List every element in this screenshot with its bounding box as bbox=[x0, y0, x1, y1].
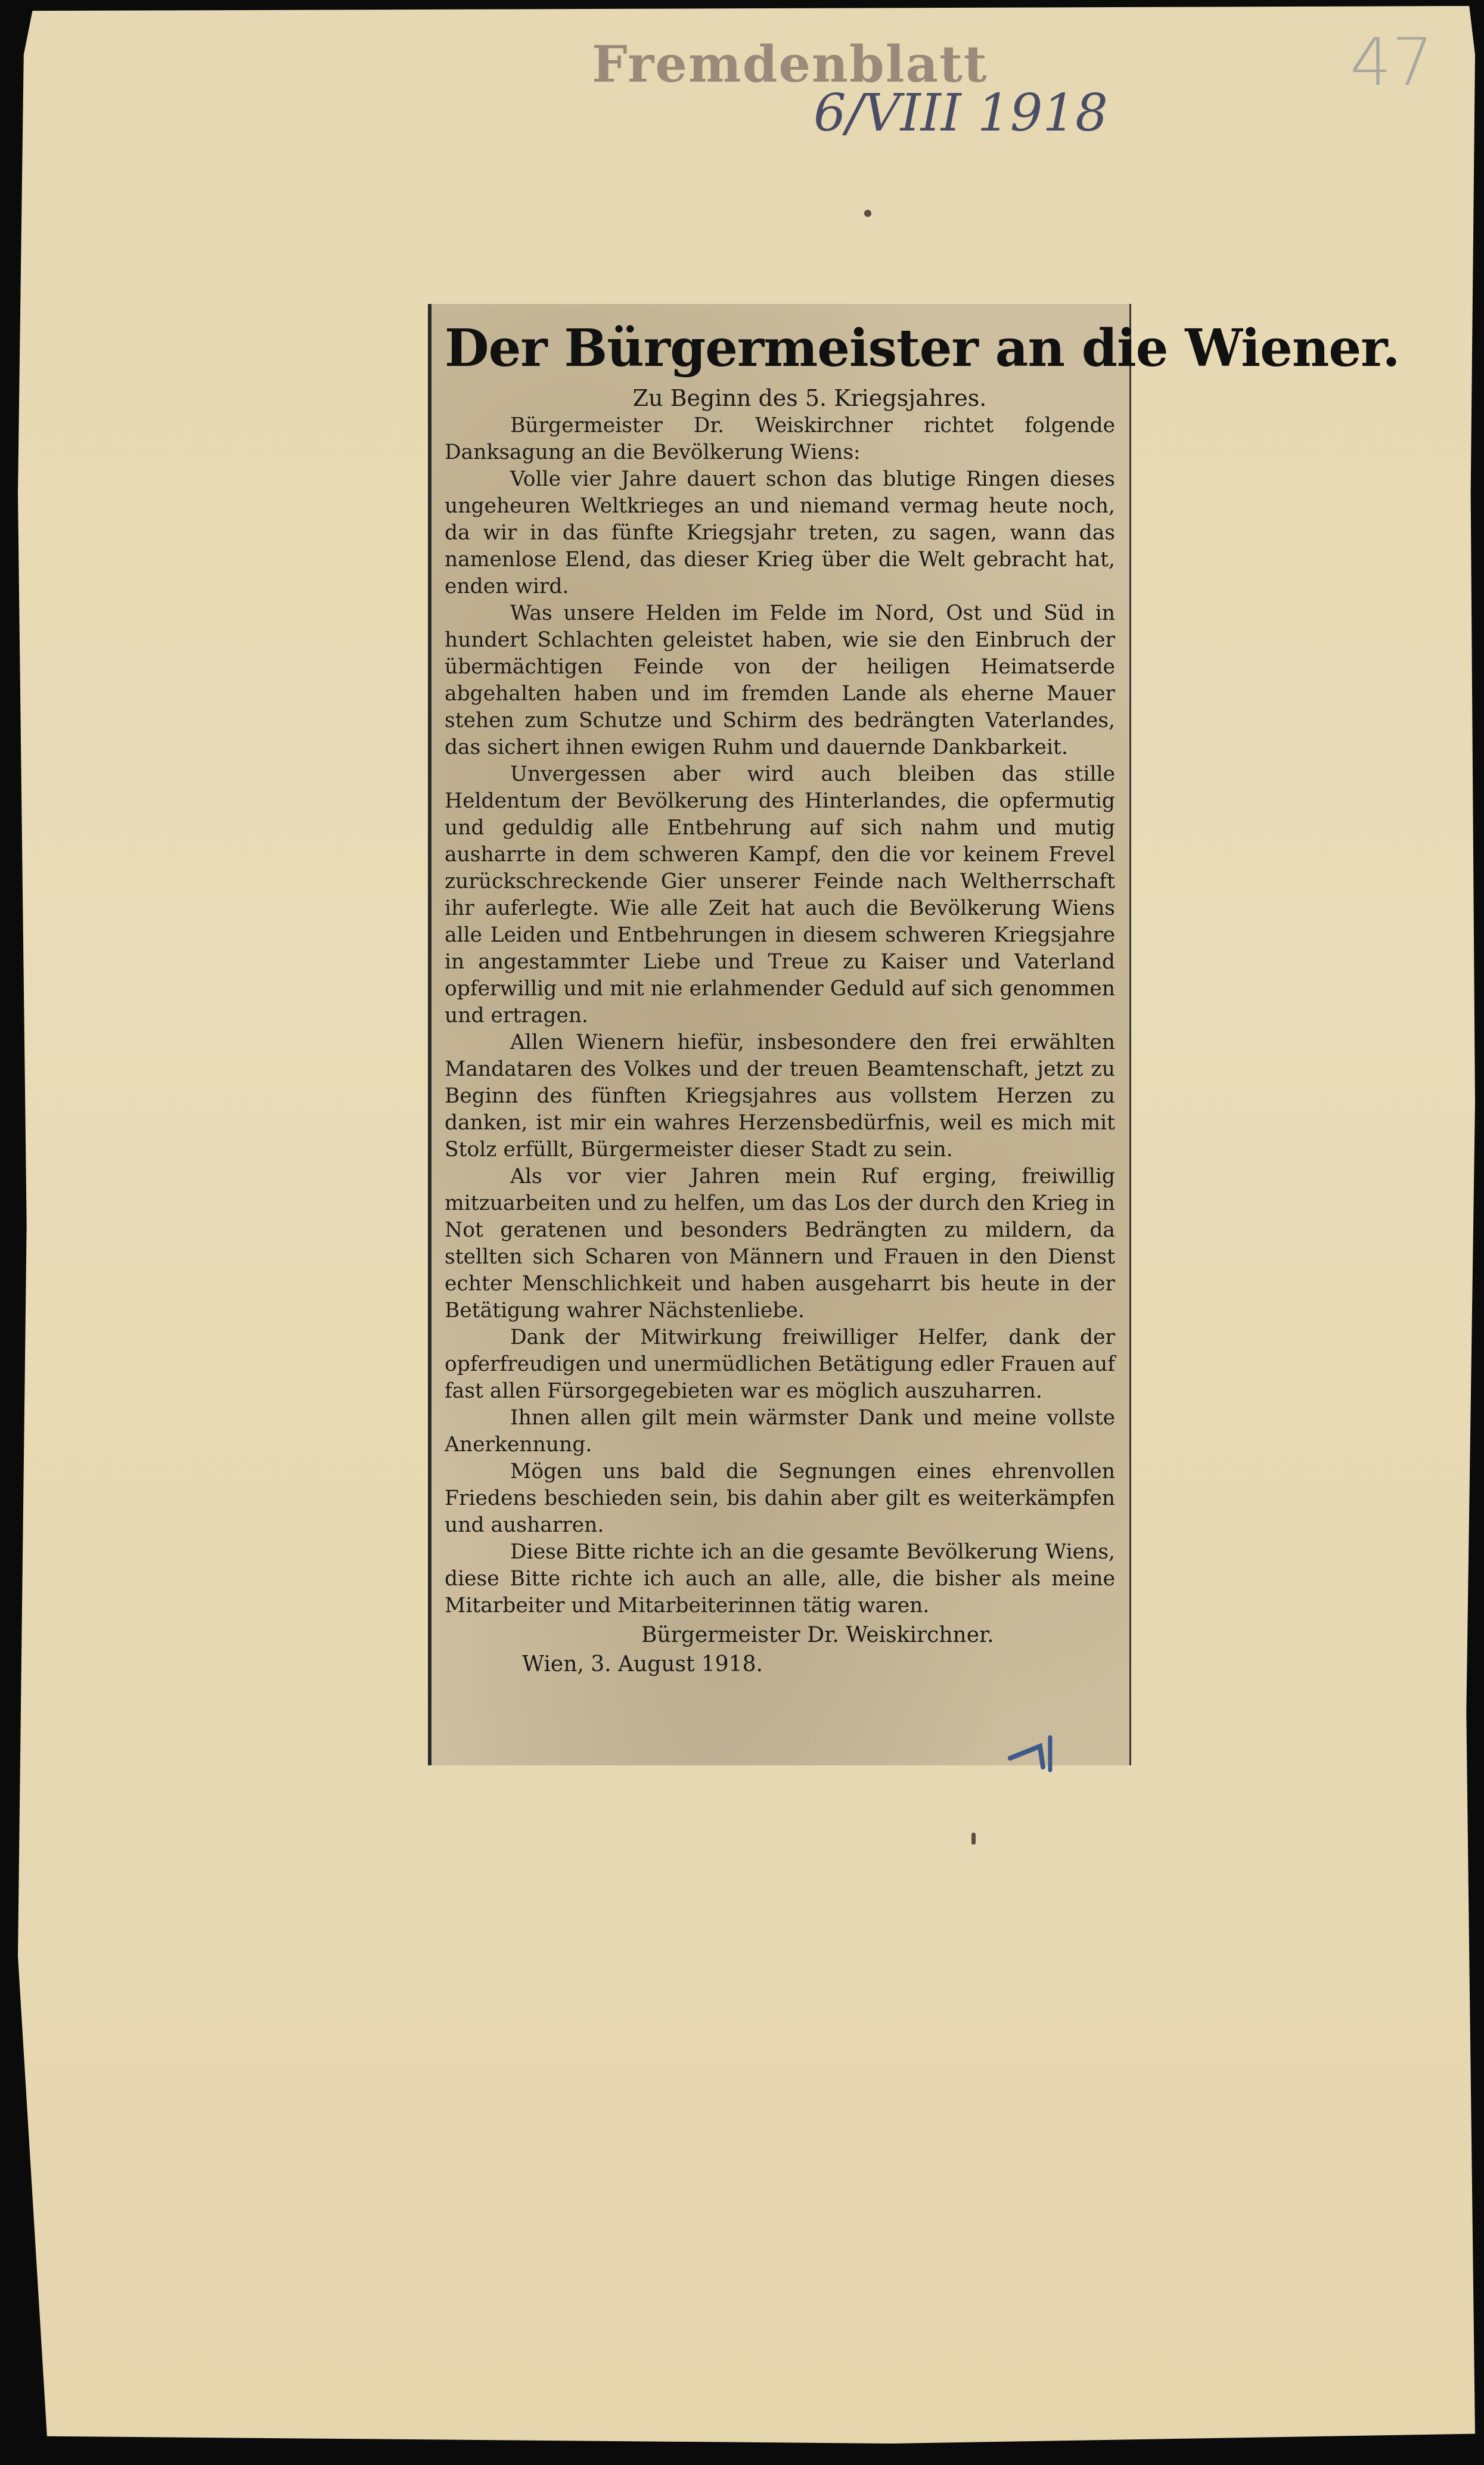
article-paragraph: Allen Wienern hiefür, insbesondere den frei erwählten Mandataren des Volkes und der treuen Beamtenschaft, jetzt zu Beginn des fünften Kriegsjahres aus vollstem Herzen zu danken, ist mir ein wahres Herzensbedürfnis, weil es mich mit Stolz erfüllt, Bürgermeister dieser Stadt zu sein. bbox=[445, 1030, 1115, 1162]
article-paragraph: Volle vier Jahre dauert schon das blutige Ringen dieses ungeheuren Weltkrieges an und niemand vermag heute noch, da wir in das fünfte Kriegsjahr treten, zu sagen, wann das namenlose Elend, das dieser Krieg über die Welt gebracht hat, enden wird. bbox=[445, 467, 1115, 598]
page-number: 47 bbox=[1350, 24, 1433, 100]
article-signature: Bürgermeister Dr. Weiskirchner. bbox=[641, 1623, 994, 1647]
ink-speck bbox=[864, 210, 871, 217]
article-paragraph: Mögen uns bald die Segnungen eines ehrenvollen Friedens beschieden sein, bis dahin aber gilt es weiterkämpfen und ausharren. bbox=[445, 1460, 1115, 1537]
article-paragraph: Was unsere Helden im Felde im Nord, Ost und Süd in hundert Schlachten geleistet haben, wie sie den Einbruch der übermächtigen Feinde von der heiligen Heimatserde abgehalten haben und im fremden Lande als eherne Mauer stehen zum Schutze und Schirm des bedrängten Vaterlandes, das sichert ihnen ewigen Ruhm und dauernde Dankbarkeit. bbox=[445, 601, 1115, 759]
newspaper-clipping bbox=[428, 304, 1400, 1765]
article-paragraph: Unvergessen aber wird auch bleiben das stille Heldentum der Bevölkerung des Hinterlandes, die opfermutig und geduldig alle Entbehrung auf sich nahm und mutig ausharrte in dem schweren Kampf, den die vor keinem Frevel zurückschreckende Gier unserer Feinde nach Weltherrschaft ihr auferlegte. Wie alle Zeit hat auch die Bevölkerung Wiens alle Leiden und Entbehrungen in diesem schweren Kriegsjahre in angestammter Liebe und Treue zu Kaiser und Vaterland opferwillig und mit nie erlahmender Geduld auf sich genommen und ertragen. bbox=[445, 762, 1115, 1027]
article-dateline: Wien, 3. August 1918. bbox=[522, 1652, 763, 1677]
article-paragraph: Als vor vier Jahren mein Ruf erging, freiwillig mitzuarbeiten und zu helfen, um das Los der durch den Krieg in Not geratenen und besonders Bedrängten zu mildern, da stellten sich Scharen von Männern und Frauen in den Dienst echter Menschlichkeit und haben ausgeharrt bis heute in der Betätigung wahrer Nächstenliebe. bbox=[445, 1165, 1115, 1322]
blue-pencil-mark bbox=[1007, 1731, 1061, 1773]
article-paragraph: Ihnen allen gilt mein wärmster Dank und meine vollste Anerkennung. bbox=[445, 1406, 1115, 1457]
article-paragraph: Bürgermeister Dr. Weiskirchner richtet folgende Danksagung an die Bevölkerung Wiens: bbox=[445, 414, 1115, 464]
article-paragraph: Diese Bitte richte ich an die gesamte Bevölkerung Wiens, diese Bitte richte ich auch an alle, alle, die bisher als meine Mitarbeiter und Mitarbeiterinnen tätig waren. bbox=[445, 1540, 1115, 1618]
ink-speck bbox=[971, 1833, 976, 1845]
article-paragraph: Dank der Mitwirkung freiwilliger Helfer, dank der opferfreudigen und unermüdlichen Betätigung edler Frauen auf fast allen Fürsorgegebieten war es möglich auszuharren. bbox=[445, 1325, 1115, 1403]
newspaper-stamp: Fremdenblatt bbox=[592, 35, 988, 94]
article-title: Der Bürgermeister an die Wiener. bbox=[445, 318, 1400, 378]
article-subtitle: Zu Beginn des 5. Kriegsjahres. bbox=[632, 385, 987, 411]
handwritten-date: 6/VIII 1918 bbox=[814, 83, 1108, 143]
